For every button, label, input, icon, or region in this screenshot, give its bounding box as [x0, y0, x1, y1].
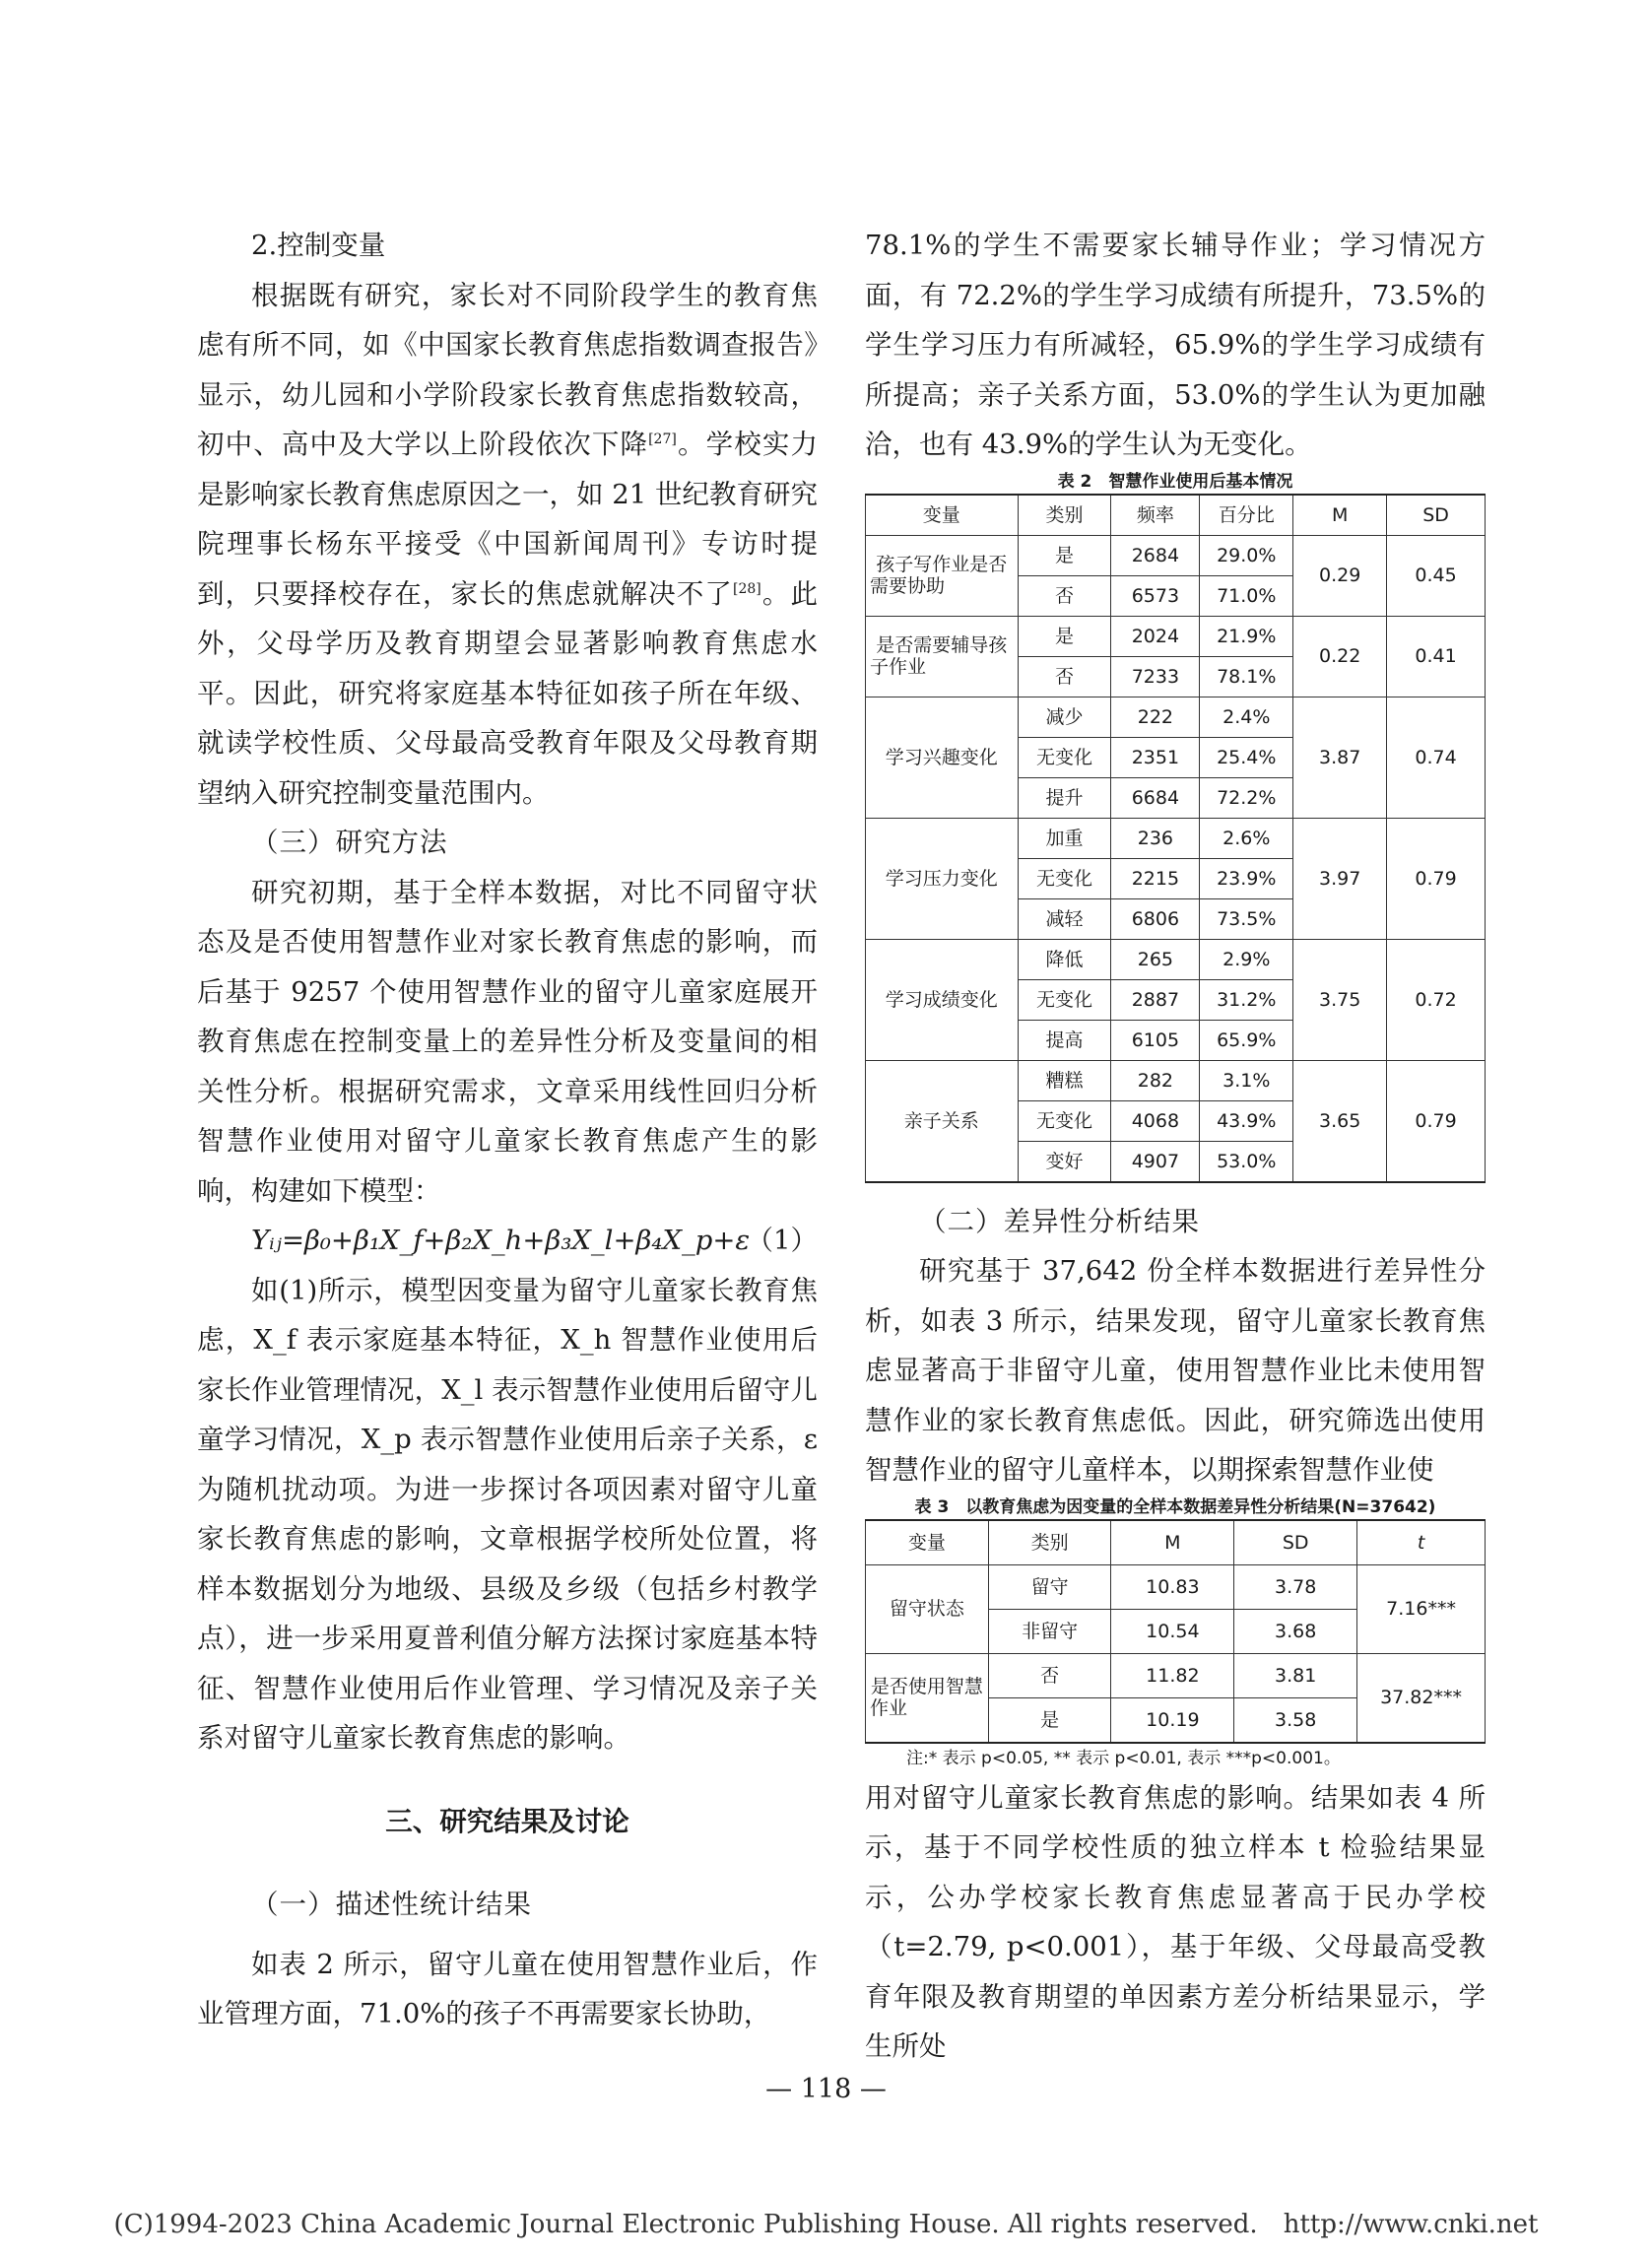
sd-cell: 0.74: [1387, 697, 1486, 818]
table-header-cell: 变量: [866, 495, 1019, 536]
table-cell: 222: [1111, 697, 1200, 737]
table-header-cell: 类别: [988, 1520, 1111, 1565]
table-cell: 降低: [1018, 939, 1111, 979]
table-cell: 21.9%: [1200, 616, 1293, 656]
variable-cell: 学习压力变化: [866, 818, 1019, 939]
table-header-row: [866, 495, 1486, 536]
table-cell: 非留守: [988, 1609, 1111, 1653]
table-cell: 6806: [1111, 898, 1200, 939]
table-cell: 2024: [1111, 616, 1200, 656]
paragraph-method: 研究初期，基于全样本数据，对比不同留守状态及是否使用智慧作业对家长教育焦虑的影响，而后基于 9257 个使用智慧作业的留守儿童家庭展开教育焦虑在控制变量上的差异性分析及变量间的相关性分析。根据研究需求，文章采用线性回归分析智慧作业使用对留守儿童家长教育焦虑产生的影响，构建如下模型：: [197, 876, 818, 1207]
table-cell: 是: [1018, 535, 1111, 575]
variable-cell: 留守状态: [866, 1564, 989, 1653]
section-heading-results: 三、研究结果及讨论: [385, 1805, 629, 1837]
table-cell: 6573: [1111, 575, 1200, 616]
table-cell: 2351: [1111, 737, 1200, 777]
variable-cell: 是否需要辅导孩子作业: [866, 616, 1019, 697]
table-cell: 53.0%: [1200, 1141, 1293, 1182]
table-header-cell: 类别: [1018, 495, 1111, 536]
table-header-cell: 变量: [866, 1520, 989, 1565]
variable-cell: 亲子关系: [866, 1060, 1019, 1182]
table-cell: 2.9%: [1200, 939, 1293, 979]
copyright-footer: (C)1994-2023 China Academic Journal Electronic Publishing House. All rights reserved. http://www.cnki.net: [113, 2210, 1539, 2239]
t-value-cell: 7.16***: [1357, 1564, 1486, 1653]
variable-cell: 孩子写作业是否需要协助: [866, 535, 1019, 616]
section-heading-method: （三）研究方法: [251, 827, 448, 858]
table-header-row: [866, 1520, 1486, 1565]
table-cell: 6105: [1111, 1020, 1200, 1060]
table-cell: 减少: [1018, 697, 1111, 737]
table-cell: 43.9%: [1200, 1100, 1293, 1141]
table-row: [866, 616, 1486, 656]
table-cell: 78.1%: [1200, 656, 1293, 697]
mean-cell: 0.22: [1293, 616, 1387, 697]
table-header-cell: SD: [1387, 495, 1486, 536]
table-2: [865, 494, 1486, 1183]
table-cell: 变好: [1018, 1141, 1111, 1182]
table-cell: 无变化: [1018, 737, 1111, 777]
table-cell: 4068: [1111, 1100, 1200, 1141]
table-cell: 3.78: [1234, 1564, 1357, 1609]
table-cell: 11.82: [1111, 1653, 1234, 1697]
table-cell: 糟糕: [1018, 1060, 1111, 1100]
table-header-cell: t: [1357, 1520, 1486, 1565]
table-cell: 31.2%: [1200, 979, 1293, 1020]
table-cell: 2.6%: [1200, 818, 1293, 858]
table-row: [866, 1653, 1486, 1697]
table-cell: 3.81: [1234, 1653, 1357, 1697]
table-cell: 否: [1018, 656, 1111, 697]
equation-1: Yᵢⱼ=β₀+β₁X_f+β₂X_h+β₃X_l+β₄X_p+ε （1）: [197, 1216, 818, 1266]
paragraph-difference: 研究基于 37,642 份全样本数据进行差异性分析，如表 3 所示，结果发现，留守儿童家长教育焦虑显著高于非留守儿童，使用智慧作业比未使用智慧作业的家长教育焦虑低。因此，研究筛选出使用智慧作业的留守儿童样本，以期探索智慧作业使: [865, 1255, 1486, 1486]
mean-cell: 3.97: [1293, 818, 1387, 939]
table-header-cell: M: [1111, 1520, 1234, 1565]
table-cell: 29.0%: [1200, 535, 1293, 575]
table-cell: 2215: [1111, 858, 1200, 898]
table-header-cell: 频率: [1111, 495, 1200, 536]
table3-note: 注:* 表示 p<0.05, ** 表示 p<0.01, 表示 ***p<0.001。: [906, 1748, 1341, 1768]
paragraph-continued: 78.1%的学生不需要家长辅导作业；学习情况方面，有 72.2%的学生学习成绩有所提升，73.5%的学生学习压力有所减轻，65.9%的学生学习成绩有所提高；亲子关系方面，53.0%的学生认为更加融洽，也有 43.9%的学生认为无变化。: [865, 230, 1486, 460]
table-cell: 提高: [1018, 1020, 1111, 1060]
table-cell: 减轻: [1018, 898, 1111, 939]
table-cell: 23.9%: [1200, 858, 1293, 898]
table-cell: 加重: [1018, 818, 1111, 858]
table-cell: 无变化: [1018, 979, 1111, 1020]
mean-cell: 0.29: [1293, 535, 1387, 616]
table-cell: 72.2%: [1200, 777, 1293, 818]
t-value-cell: 37.82***: [1357, 1653, 1486, 1743]
sd-cell: 0.41: [1387, 616, 1486, 697]
page-number: — 118 —: [765, 2074, 887, 2104]
table-cell: 6684: [1111, 777, 1200, 818]
table-row: [866, 697, 1486, 737]
sd-cell: 0.72: [1387, 939, 1486, 1060]
table-cell: 3.58: [1234, 1697, 1357, 1743]
equation-number: （1）: [746, 1225, 818, 1256]
table-cell: 282: [1111, 1060, 1200, 1100]
table-cell: 2.4%: [1200, 697, 1293, 737]
table-cell: 73.5%: [1200, 898, 1293, 939]
table3-caption: 表 3 以教育焦虑为因变量的全样本数据差异性分析结果(N=37642): [914, 1496, 1436, 1517]
sd-cell: 0.45: [1387, 535, 1486, 616]
table-cell: 236: [1111, 818, 1200, 858]
paragraph-effect: 用对留守儿童家长教育焦虑的影响。结果如表 4 所示，基于不同学校性质的独立样本 t 检验结果显示，公办学校家长教育焦虑显著高于民办学校（t=2.79, p<0.001），基于年级、父母最高受教育年限及教育期望的单因素方差分析结果显示，学生所处: [865, 1781, 1486, 2062]
table-cell: 否: [1018, 575, 1111, 616]
section-heading-control: 2.控制变量: [251, 230, 386, 261]
table-row: [866, 818, 1486, 858]
table-cell: 3.1%: [1200, 1060, 1293, 1100]
table-cell: 否: [988, 1653, 1111, 1697]
table-cell: 10.83: [1111, 1564, 1234, 1609]
variable-cell: 学习成绩变化: [866, 939, 1019, 1060]
table-cell: 10.19: [1111, 1697, 1234, 1743]
table-row: [866, 1060, 1486, 1100]
paragraph-descriptive: 如表 2 所示，留守儿童在使用智慧作业后，作业管理方面，71.0%的孩子不再需要家长协助，: [197, 1948, 818, 2029]
table-cell: 是: [988, 1697, 1111, 1743]
mean-cell: 3.87: [1293, 697, 1387, 818]
table-row: [866, 535, 1486, 575]
table-cell: 65.9%: [1200, 1020, 1293, 1060]
table-3: [865, 1519, 1486, 1744]
table-cell: 留守: [988, 1564, 1111, 1609]
table-header-cell: M: [1293, 495, 1387, 536]
variable-cell: 学习兴趣变化: [866, 697, 1019, 818]
table-cell: 无变化: [1018, 1100, 1111, 1141]
table-cell: 提升: [1018, 777, 1111, 818]
table-row: [866, 1564, 1486, 1609]
table-cell: 3.68: [1234, 1609, 1357, 1653]
mean-cell: 3.65: [1293, 1060, 1387, 1182]
table-cell: 是: [1018, 616, 1111, 656]
table-row: [866, 939, 1486, 979]
sd-cell: 0.79: [1387, 1060, 1486, 1182]
table-cell: 71.0%: [1200, 575, 1293, 616]
table-cell: 265: [1111, 939, 1200, 979]
mean-cell: 3.75: [1293, 939, 1387, 1060]
table-cell: 10.54: [1111, 1609, 1234, 1653]
table-header-cell: SD: [1234, 1520, 1357, 1565]
section-heading-difference: （二）差异性分析结果: [919, 1205, 1200, 1237]
table-cell: 7233: [1111, 656, 1200, 697]
table-cell: 无变化: [1018, 858, 1111, 898]
table-cell: 25.4%: [1200, 737, 1293, 777]
paragraph-model: 如(1)所示，模型因变量为留守儿童家长教育焦虑，X_f 表示家庭基本特征，X_h 智慧作业使用后家长作业管理情况，X_l 表示智慧作业使用后留守儿童学习情况，X_p 表示智慧作业使用后亲子关系，ε 为随机扰动项。为进一步探讨各项因素对留守儿童家长教育焦虑的影响，文章根据学校所处位置，将样本数据划分为地级、县级及乡级（包括乡村教学点），进一步采用夏普利值分解方法探讨家庭基本特征、智慧作业使用后作业管理、学习情况及亲子关系对留守儿童家长教育焦虑的影响。: [197, 1274, 818, 1754]
paragraph-control-vars: 根据既有研究，家长对不同阶段学生的教育焦虑有所不同，如《中国家长教育焦虑指数调查报告》显示，幼儿园和小学阶段家长教育焦虑指数较高，初中、高中及大学以上阶段依次下降[27]。学校实力是影响家长教育焦虑原因之一，如 21 世纪教育研究院理事长杨东平接受《中国新闻周刊》专访时提到，只要择校存在，家长的焦虑就解决不了[28]。此外，父母学历及教育期望会显著影响教育焦虑水平。因此，研究将家庭基本特征如孩子所在年级、就读学校性质、父母最高受教育年限及父母教育期望纳入研究控制变量范围内。: [197, 279, 819, 809]
left-column: [197, 221, 818, 2039]
right-column: [865, 221, 1486, 2072]
table-cell: 2684: [1111, 535, 1200, 575]
table-cell: 2887: [1111, 979, 1200, 1020]
variable-cell: 是否使用智慧作业: [866, 1653, 989, 1743]
table-header-cell: 百分比: [1200, 495, 1293, 536]
table2-caption: 表 2 智慧作业使用后基本情况: [1057, 471, 1293, 492]
sd-cell: 0.79: [1387, 818, 1486, 939]
table-cell: 4907: [1111, 1141, 1200, 1182]
section-heading-descriptive: （一）描述性统计结果: [251, 1889, 532, 1920]
